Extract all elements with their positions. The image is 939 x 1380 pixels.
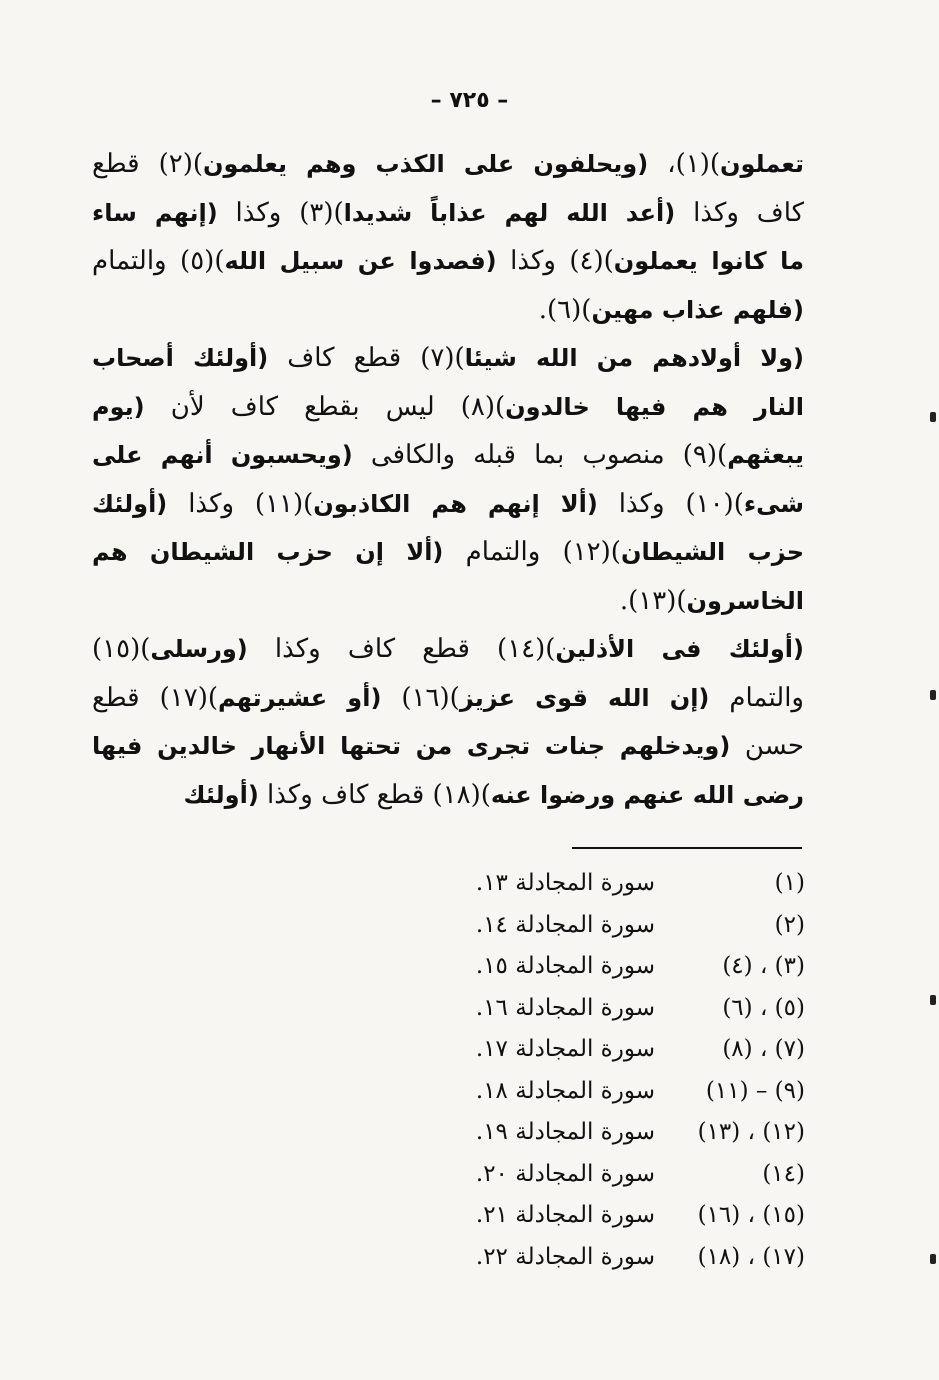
text-line [92, 383, 804, 432]
quran-quote: (يوم [92, 392, 145, 421]
footnote-ref: (١٥) ، (١٦) [697, 1202, 805, 1228]
text-line [92, 674, 804, 723]
quran-quote: (ألا إن حزب الشيطان هم [92, 538, 444, 566]
scan-speck [930, 995, 936, 1005]
quran-quote: (ألا إنهم هم الكاذبون [313, 489, 598, 518]
footnote-source: سورة المجادلة ١٥. [475, 953, 655, 979]
footnote-ref: (٢) [774, 911, 805, 938]
quran-quote: (إن الله قوى عزيز [459, 683, 710, 712]
scan-speck [930, 1254, 936, 1264]
quran-quote: (ويحلفون على الكذب وهم يعلمون [203, 150, 649, 178]
quran-quote: (إنهم ساء [92, 198, 218, 227]
text-line [92, 528, 804, 577]
footnote-ref: (١٤) [762, 1160, 805, 1187]
footnote-source: سورة المجادلة ٢٢. [475, 1243, 655, 1270]
footnote-row [470, 1198, 805, 1240]
footnote-source: سورة المجادلة ١٧. [475, 1036, 655, 1062]
footnote-ref: (١٢) ، (١٣) [697, 1119, 805, 1145]
footnote-source: سورة المجادلة ٢٠. [475, 1160, 655, 1187]
commentary-text: )(٢) قطع [92, 149, 204, 179]
footnote-ref: (٥) ، (٦) [722, 994, 805, 1021]
footnote-row [470, 1115, 805, 1157]
footnote-row [470, 866, 805, 908]
text-line [92, 189, 804, 238]
quran-quote: تعملون [720, 150, 804, 178]
quran-quote: النار هم فيها خالدون [505, 392, 804, 421]
footnote-ref: (١٧) ، (١٨) [697, 1243, 805, 1270]
commentary-text: )(٩) منصوب بما قبله والكافى [352, 440, 728, 470]
footnote-source: سورة المجادلة ٢١. [475, 1202, 655, 1228]
commentary-text: )(١٨) قطع كاف وكذا [258, 779, 491, 810]
commentary-text: )(٤) وكذا [496, 246, 614, 276]
quran-quote: (فصدوا عن سبيل الله [224, 247, 497, 275]
quran-quote: (ويدخلهم جنات تجرى من تحتها الأنهار خالدين فيها [92, 732, 731, 760]
quran-quote: الخاسرون [686, 586, 804, 615]
footnote-row [470, 1074, 805, 1116]
quran-quote: يبعثهم [727, 441, 805, 469]
quran-quote: شىء [743, 489, 804, 518]
page-number: – ٧٢٥ – [430, 88, 509, 113]
footnote-ref: (١) [774, 870, 805, 896]
footnote-row [470, 1240, 805, 1282]
commentary-text: )(١٤) قطع كاف وكذا [247, 634, 556, 664]
text-line [92, 771, 804, 820]
quran-quote: (ولا أولادهم من الله شيئا [464, 344, 804, 372]
quran-quote: حزب الشيطان [620, 538, 804, 566]
commentary-text: كاف وكذا [675, 197, 805, 228]
commentary-text: )(١١) وكذا [167, 488, 314, 519]
quran-quote: (أو عشيرتهم [217, 683, 382, 712]
quran-quote: (أولئك [183, 780, 259, 809]
commentary-text: حسن [730, 731, 804, 761]
text-line [92, 334, 804, 383]
footnote-source: سورة المجادلة ١٩. [475, 1119, 655, 1145]
commentary-text: )(٨) ليس بقطع كاف لأن [144, 391, 506, 422]
commentary-text: )(١٣). [619, 585, 687, 616]
quran-quote: ما كانوا يعملون [613, 247, 804, 275]
text-line [92, 286, 804, 335]
main-text [92, 140, 804, 819]
text-line [92, 140, 804, 189]
footnote-source: سورة المجادلة ١٨. [475, 1077, 655, 1104]
footnote-source: سورة المجادلة ١٤. [475, 911, 655, 938]
text-line [92, 480, 804, 529]
scan-speck [930, 412, 936, 422]
text-line [92, 625, 804, 674]
footnote-row [470, 908, 805, 950]
footnote-row [470, 1157, 805, 1199]
quran-quote: (أولئك [92, 489, 168, 518]
quran-quote: رضى الله عنهم ورضوا عنه [490, 780, 804, 809]
commentary-text: )(١٧) قطع [92, 682, 218, 713]
commentary-text: )(٥) والتمام [92, 246, 225, 276]
commentary-text: )(١٦) [381, 682, 460, 713]
quran-quote: (أولئك فى الأذلين [555, 635, 804, 663]
footnote-ref: (٩) – (١١) [705, 1077, 805, 1104]
footnote-ref: (٣) ، (٤) [722, 953, 805, 979]
quran-quote: (أعد الله لهم عذاباً شديدا [343, 198, 676, 227]
text-line [92, 577, 804, 626]
footnote-row [470, 1032, 805, 1074]
quran-quote: (ويحسبون أنهم على [92, 441, 353, 469]
commentary-text: )(١٠) وكذا [597, 488, 744, 519]
text-line [92, 237, 804, 286]
footnote-ref: (٧) ، (٨) [722, 1036, 805, 1062]
quran-quote: (ورسلى [150, 635, 248, 663]
footnote-source: سورة المجادلة ١٣. [475, 870, 655, 896]
footnote-row [470, 949, 805, 991]
text-line [92, 431, 804, 480]
footnote-source: سورة المجادلة ١٦. [475, 994, 655, 1021]
commentary-text: )(١٥) [92, 634, 151, 664]
commentary-text: )(١)، [648, 149, 720, 179]
commentary-text: والتمام [709, 682, 804, 713]
quran-quote: (فلهم عذاب مهين [591, 295, 804, 324]
footnotes [470, 866, 805, 1281]
scan-speck [930, 690, 936, 700]
commentary-text: )(٣) وكذا [217, 197, 344, 228]
text-line [92, 722, 804, 771]
commentary-text: )(٧) قطع كاف [268, 343, 465, 373]
commentary-text: )(١٢) والتمام [443, 537, 621, 567]
quran-quote: (أولئك أصحاب [92, 344, 269, 372]
footnote-divider [572, 847, 802, 849]
footnote-row [470, 991, 805, 1033]
commentary-text: )(٦). [538, 294, 592, 325]
